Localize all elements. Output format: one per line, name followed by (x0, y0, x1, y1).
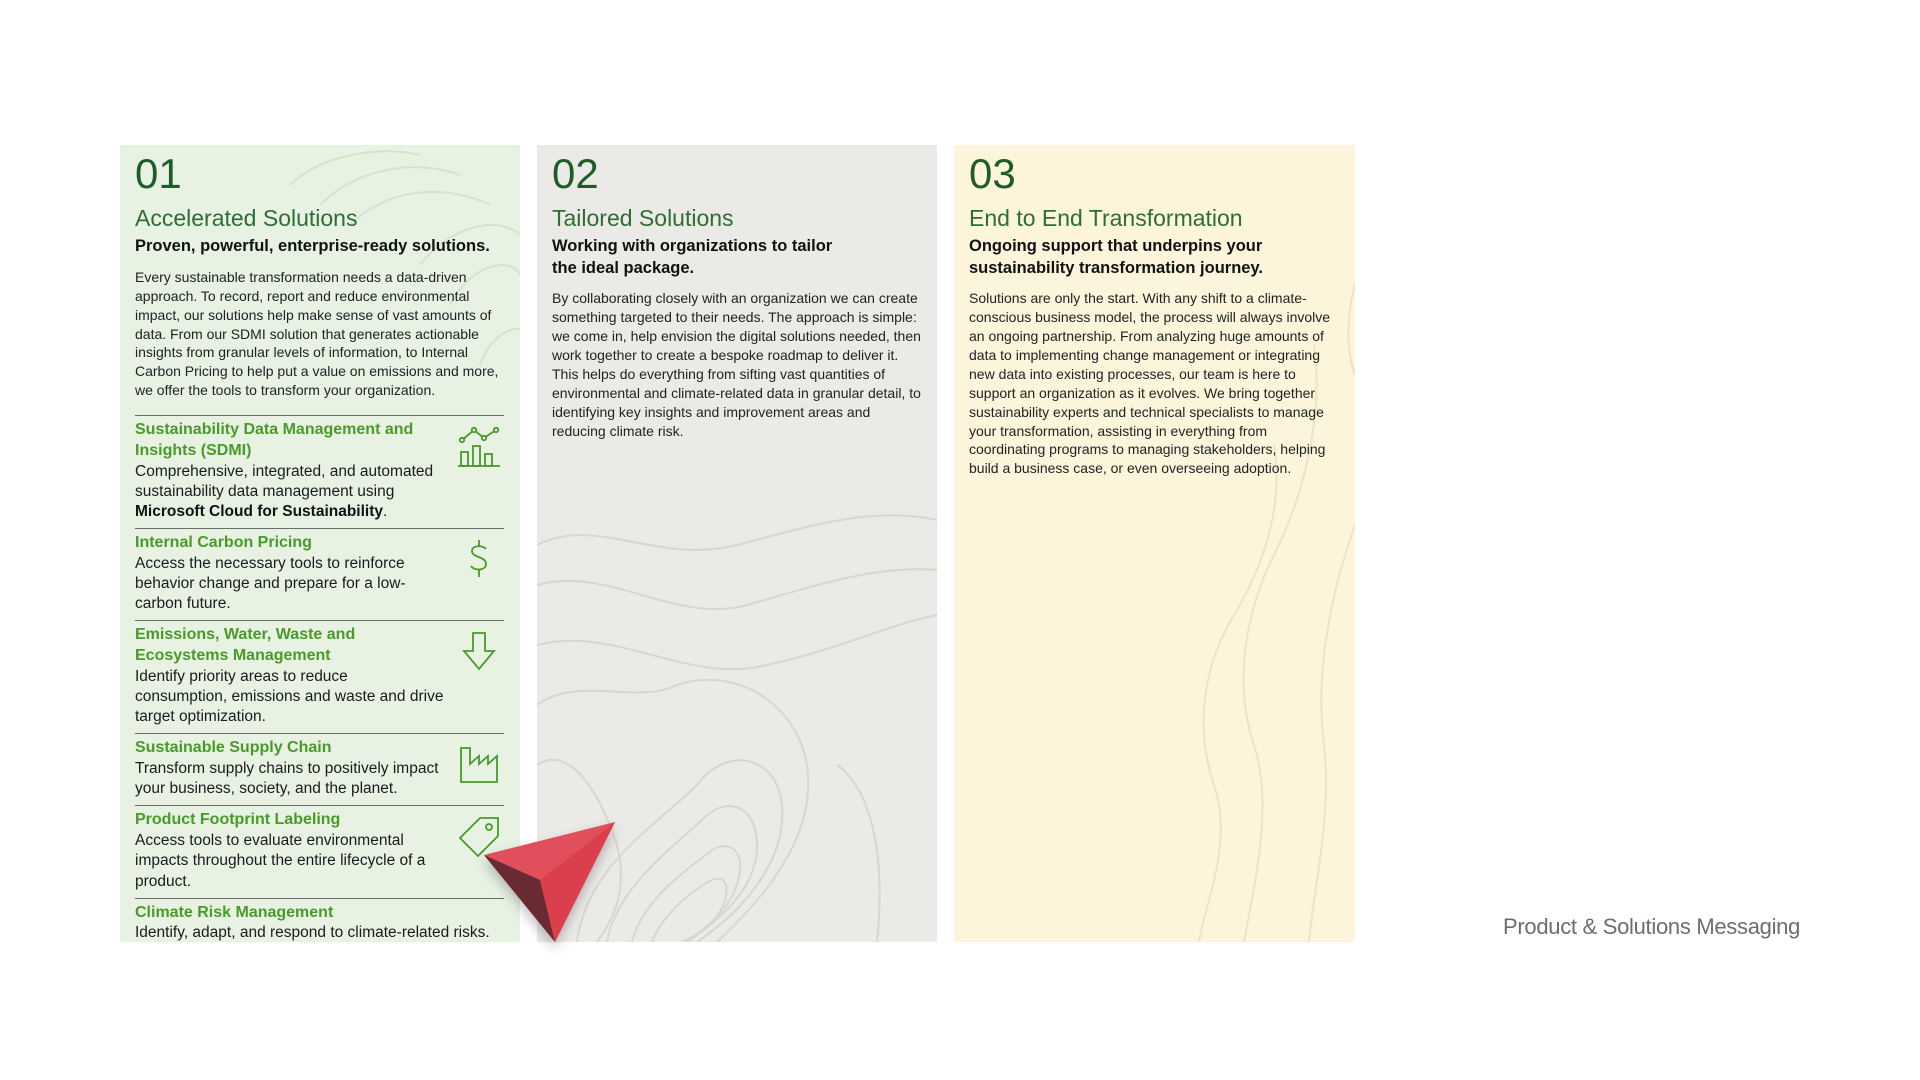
pointer-cursor-icon (470, 810, 630, 960)
panel-body: Solutions are only the start. With any shift to a climate-conscious business model, the process will always involve an ongoing partnership. From analyzing huge amounts of data to implementing change management or integrating new data into existing processes, our team is here to support an organization as it evolves. We bring together sustainability experts and technical specialists to manage your transformation, assisting in everything from coordinating programs to managing stakeholders, helping build a business case, or even overseeing adoption. (969, 290, 1331, 477)
chart-trend-icon (456, 424, 502, 470)
panel-end-to-end-transformation (954, 145, 1355, 942)
arrow-down-icon (456, 629, 502, 675)
item-title: Internal Carbon Pricing (135, 534, 312, 552)
factory-icon (456, 742, 502, 788)
list-item-product-footprint (135, 805, 504, 897)
list-item-climate-risk (135, 898, 504, 942)
panel-number: 02 (552, 150, 599, 197)
item-desc: Identify priority areas to reduce consumption, emissions and waste and drive target optimization. (135, 667, 444, 726)
item-title: Sustainability Data Management and Insights (SDMI) (135, 421, 414, 459)
list-item-carbon-pricing (135, 528, 504, 620)
panel-subtitle: Proven, powerful, enterprise-ready solutions. (135, 237, 490, 256)
panel-title: Accelerated Solutions (135, 205, 358, 231)
panel-subtitle: Ongoing support that underpins your sustainability transformation journey. (969, 237, 1263, 277)
item-title: Emissions, Water, Waste and Ecosystems Management (135, 626, 356, 665)
list-item-sdmi (135, 415, 504, 528)
item-desc: Access tools to evaluate environmental impacts throughout the entire lifecycle of a product. (135, 832, 426, 890)
item-title: Climate Risk Management (135, 903, 334, 921)
panel-subtitle: Working with organizations to tailor the ideal package. (552, 237, 833, 277)
panel-title: Tailored Solutions (552, 205, 734, 231)
footer-caption: Product & Solutions Messaging (1503, 914, 1801, 939)
item-title: Product Footprint Labeling (135, 811, 341, 829)
list-item-emissions (135, 620, 504, 733)
item-desc: Comprehensive, integrated, and automated sustainability data management using Microsoft Cloud for Sustainability. (135, 462, 434, 520)
panel-accelerated-solutions (120, 145, 520, 942)
panel-body: By collaborating closely with an organization we can create something targeted to their needs. The approach is simple: we come in, help envision the digital solutions needed, then work together to create a bespoke roadmap to deliver it. This helps do everything from sifting vast quantities of environmental and climate-related data in granular detail, to identifying key insights and improvement areas and reducing climate risk. (552, 290, 921, 439)
item-desc: Transform supply chains to positively impact your business, society, and the planet. (135, 760, 439, 798)
panel-number: 03 (969, 150, 1016, 197)
panel-body: Every sustainable transformation needs a data-driven approach. To record, report and reduce environmental impact, our solutions help make sense of vast amounts of data. From our SDMI solution that generates actionable insights from granular levels of information, to Internal Carbon Pricing to help put a value on emissions and more, we offer the tools to transform your organization. (135, 268, 499, 399)
panel-number: 01 (135, 150, 182, 197)
list-item-supply-chain (135, 733, 504, 805)
item-desc: Identify, adapt, and respond to climate-related risks. (135, 924, 490, 942)
item-desc: Access the necessary tools to reinforce behavior change and prepare for a low-carbon future. (135, 554, 406, 613)
solution-list (135, 415, 504, 942)
item-title: Sustainable Supply Chain (135, 739, 332, 757)
panel-title: End to End Transformation (969, 205, 1243, 231)
dollar-icon (456, 537, 502, 583)
